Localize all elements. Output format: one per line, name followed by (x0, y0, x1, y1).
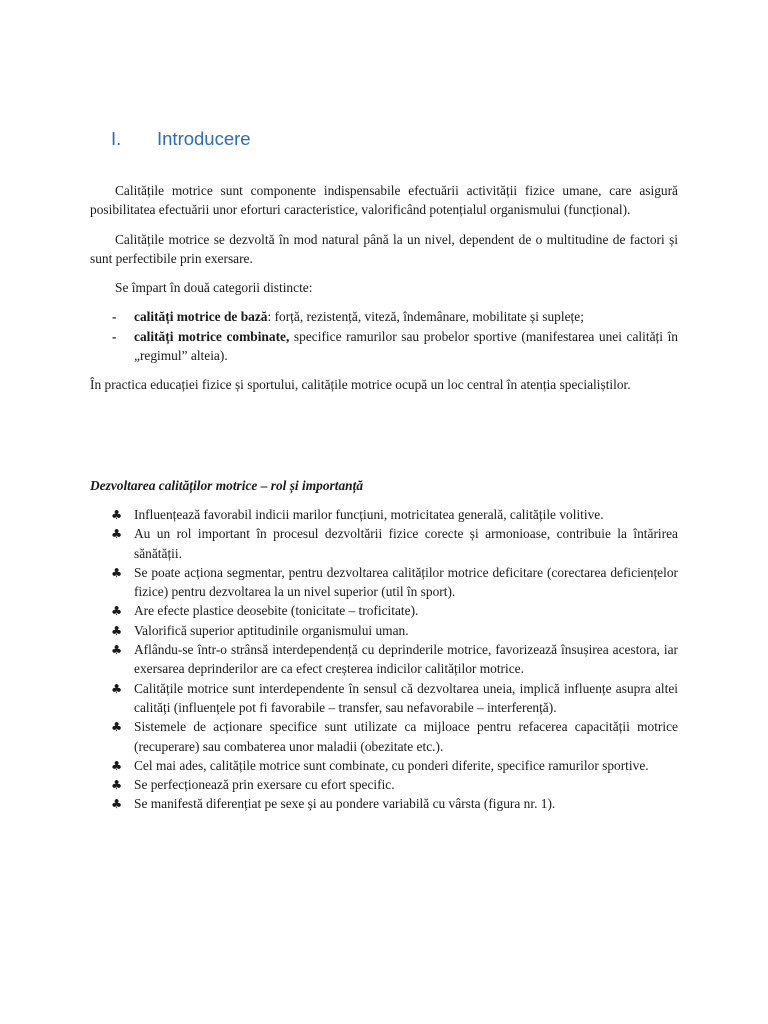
club-bullet-icon: ♣ (111, 719, 123, 735)
list-item (90, 621, 678, 640)
list-item (90, 505, 678, 524)
list-item (90, 601, 678, 620)
list-item-text: Valorifică superior aptitudinile organismului uman. (134, 622, 409, 638)
list-item (90, 756, 678, 775)
list-item-text: Se perfecționează prin exersare cu efort specific. (134, 777, 395, 793)
paragraph-3: Se împart în două categorii distincte: (115, 280, 313, 296)
list-item (90, 794, 678, 813)
section-number: I. (111, 128, 122, 149)
category-description: : forță, rezistență, viteză, îndemânare, mobilitate și suplețe; (267, 309, 584, 325)
club-bullet-icon: ♣ (111, 622, 123, 638)
list-item-text: Calitățile motrice sunt interdependente în sensul că dezvoltarea uneia, implică influențe asupra altei calități (influențele pot fi favorabile – transfer, sau nefavorabile – interferență). (134, 680, 678, 715)
section-title: Introducere (157, 128, 251, 149)
list-item (90, 524, 678, 563)
list-item (90, 640, 678, 679)
paragraph-2: Calitățile motrice se dezvoltă în mod natural până la un nivel, dependent de o multitudine de factori și sunt perfectibile prin exersare. (90, 231, 678, 266)
dash-bullet: - (112, 328, 117, 344)
subsection-heading: Dezvoltarea calităților motrice – rol și importanță (90, 478, 364, 493)
list-item-text: Sistemele de acționare specifice sunt utilizate ca mijloace pentru refacerea capacității motrice (recuperare) sau combaterea unor maladii (obezitate etc.). (134, 719, 678, 754)
club-bullet-icon: ♣ (111, 526, 123, 542)
club-bullet-icon: ♣ (111, 603, 123, 619)
club-bullet-icon: ♣ (111, 777, 123, 793)
list-item (90, 307, 678, 326)
dash-bullet: - (112, 309, 117, 325)
roles-list (90, 505, 678, 814)
club-bullet-icon: ♣ (111, 680, 123, 696)
category-description: specifice ramurilor sau probelor sportive (manifestarea unei calități în „regimul” alteia). (134, 328, 678, 364)
list-item-text: Se manifestă diferențiat pe sexe și au pondere variabilă cu vârsta (figura nr. 1). (134, 796, 556, 812)
list-item (90, 327, 678, 366)
list-item-text: Se poate acționa segmentar, pentru dezvoltarea calităților motrice deficitare (corectarea deficiențelor fizice) pentru dezvoltarea la un nivel superior (util în sport). (134, 564, 678, 600)
intro-body (90, 181, 678, 405)
list-item (90, 717, 678, 756)
club-bullet-icon: ♣ (111, 757, 123, 773)
list-item-text: Au un rol important în procesul dezvoltării fizice corecte și armonioase, contribuie la întărirea sănătății. (134, 526, 678, 561)
list-item (90, 563, 678, 602)
category-term: calități motrice de bază (134, 309, 268, 325)
closing-paragraph: În practica educației fizice și sportului, calitățile motrice ocupă un loc central în atenția specialiștilor. (90, 377, 631, 393)
category-term: calități motrice combinate, (134, 328, 290, 344)
list-item-text: Influențează favorabil indicii marilor funcțiuni, motricitatea generală, calitățile volitive. (134, 507, 604, 522)
club-bullet-icon: ♣ (111, 507, 123, 522)
club-bullet-icon: ♣ (111, 796, 123, 812)
list-item-text: Are efecte plastice deosebite (tonicitate – troficitate). (134, 603, 419, 619)
list-item-text: Aflându-se într-o strânsă interdependență cu deprinderile motrice, favorizează însușirea acestora, iar exersarea deprinderilor are ca efect creșterea indicilor calităților motrice. (134, 642, 678, 677)
list-item-text: Cel mai ades, calitățile motrice sunt combinate, cu ponderi diferite, specifice ramurilor sportive. (134, 757, 649, 773)
club-bullet-icon: ♣ (111, 564, 123, 580)
list-item (90, 679, 678, 718)
categories-list (90, 307, 678, 365)
section-heading (90, 128, 251, 150)
club-bullet-icon: ♣ (111, 642, 123, 658)
paragraph-1: Calitățile motrice sunt componente indispensabile efectuării activității fizice umane, care asigură posibilitatea efectuării unor eforturi caracteristice, valorificând potențialul organismului (funcțional). (90, 183, 678, 218)
list-item (90, 775, 678, 794)
